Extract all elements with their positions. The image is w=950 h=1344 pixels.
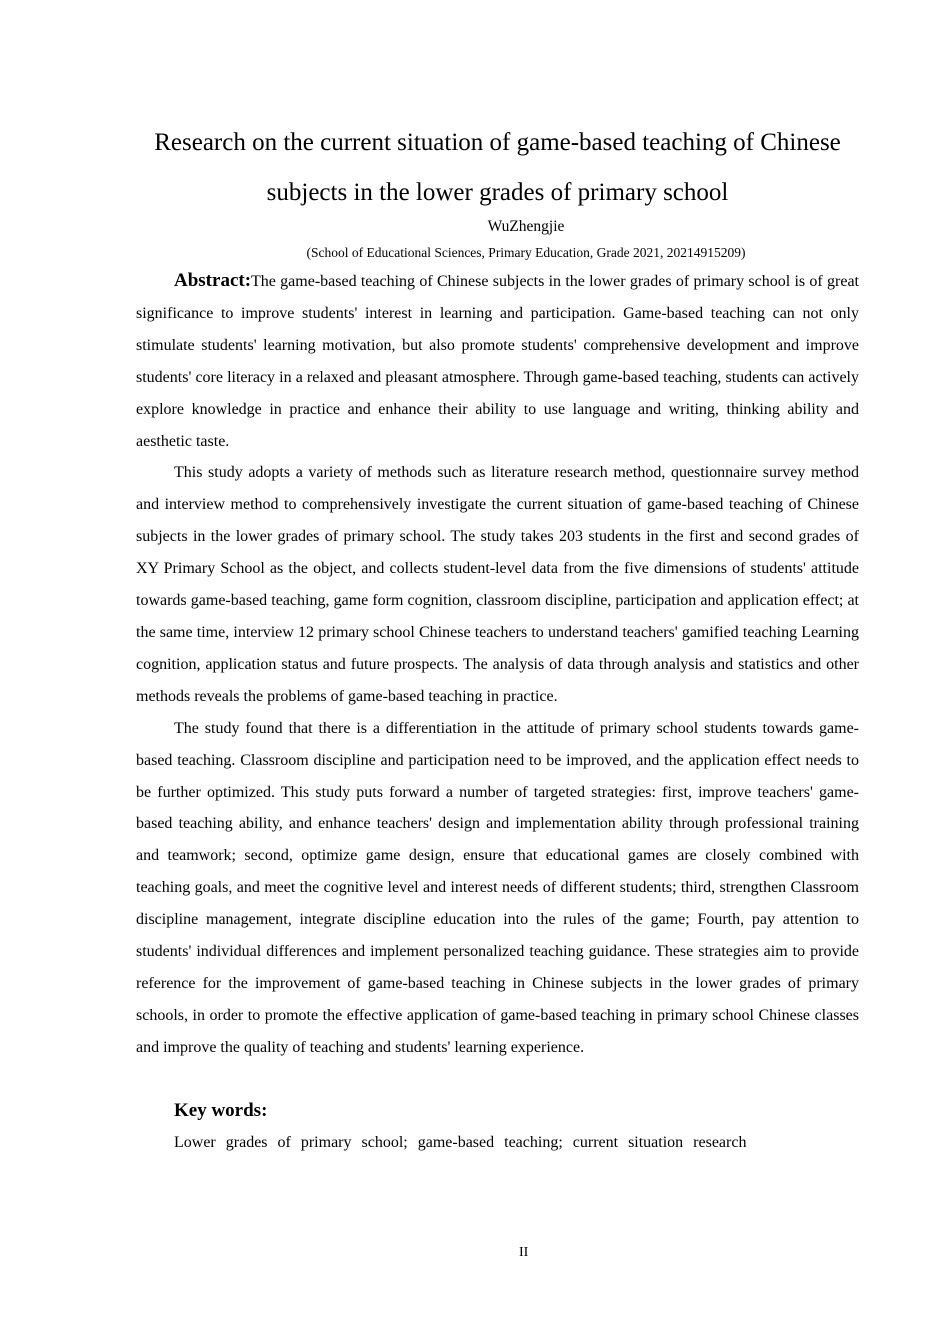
paper-title: Research on the current situation of game-based teaching of Chinese subjects in the lower grades of primary school	[154, 129, 841, 206]
abstract-paragraph-2: This study adopts a variety of methods such as literature research method, questionnaire survey method and interview method to comprehensively investigate the current situation of game-based teaching of Chinese subjects in the lower grades of primary school. The study takes 203 students in the first and second grades of XY Primary School as the object, and collects student-level data from the five dimensions of students' attitude towards game-based teaching, game form cognition, classroom discipline, participation and application effect; at the same time, interview 12 primary school Chinese teachers to understand teachers' gamified teaching Learning cognition, application status and future prospects. The analysis of data through analysis and statistics and other methods reveals the problems of game-based teaching in practice.	[136, 464, 859, 705]
abstract-paragraph-1-text: The game-based teaching of Chinese subjects in the lower grades of primary school is of great significance to improve students' interest in learning and participation. Game-based teaching can not only stimulate students' learning motivation, but also promote students' comprehensive development and improve students' core literacy in a relaxed and pleasant atmosphere. Through game-based teaching, students can actively explore knowledge in practice and enhance their ability to use language and writing, thinking ability and aesthetic taste.	[136, 273, 859, 450]
author-affiliation: (School of Educational Sciences, Primary Education, Grade 2021, 20214915209)	[306, 245, 746, 260]
page-number: II	[519, 1245, 529, 1260]
abstract-paragraph-1	[136, 265, 859, 457]
author-name: WuZhengjie	[487, 218, 565, 235]
abstract-label: Abstract:	[174, 270, 252, 291]
abstract-section	[136, 265, 859, 1064]
abstract-paragraph-3: The study found that there is a differentiation in the attitude of primary school students towards game-based teaching. Classroom discipline and participation need to be improved, and the application effect needs to be further optimized. This study puts forward a number of targeted strategies: first, improve teachers' game-based teaching ability, and enhance teachers' design and implementation ability through professional training and teamwork; second, optimize game design, ensure that educational games are closely combined with teaching goals, and meet the cognitive level and interest needs of different students; third, strengthen Classroom discipline management, integrate discipline education into the rules of the game; Fourth, pay attention to students' individual differences and implement personalized teaching guidance. These strategies aim to provide reference for the improvement of game-based teaching in Chinese subjects in the lower grades of primary schools, in order to promote the effective application of game-based teaching in primary school Chinese classes and improve the quality of teaching and students' learning experience.	[136, 719, 859, 1056]
keywords-label: Key words:	[174, 1100, 268, 1121]
keywords-text: Lower grades of primary school; game-based teaching; current situation research	[174, 1134, 747, 1151]
